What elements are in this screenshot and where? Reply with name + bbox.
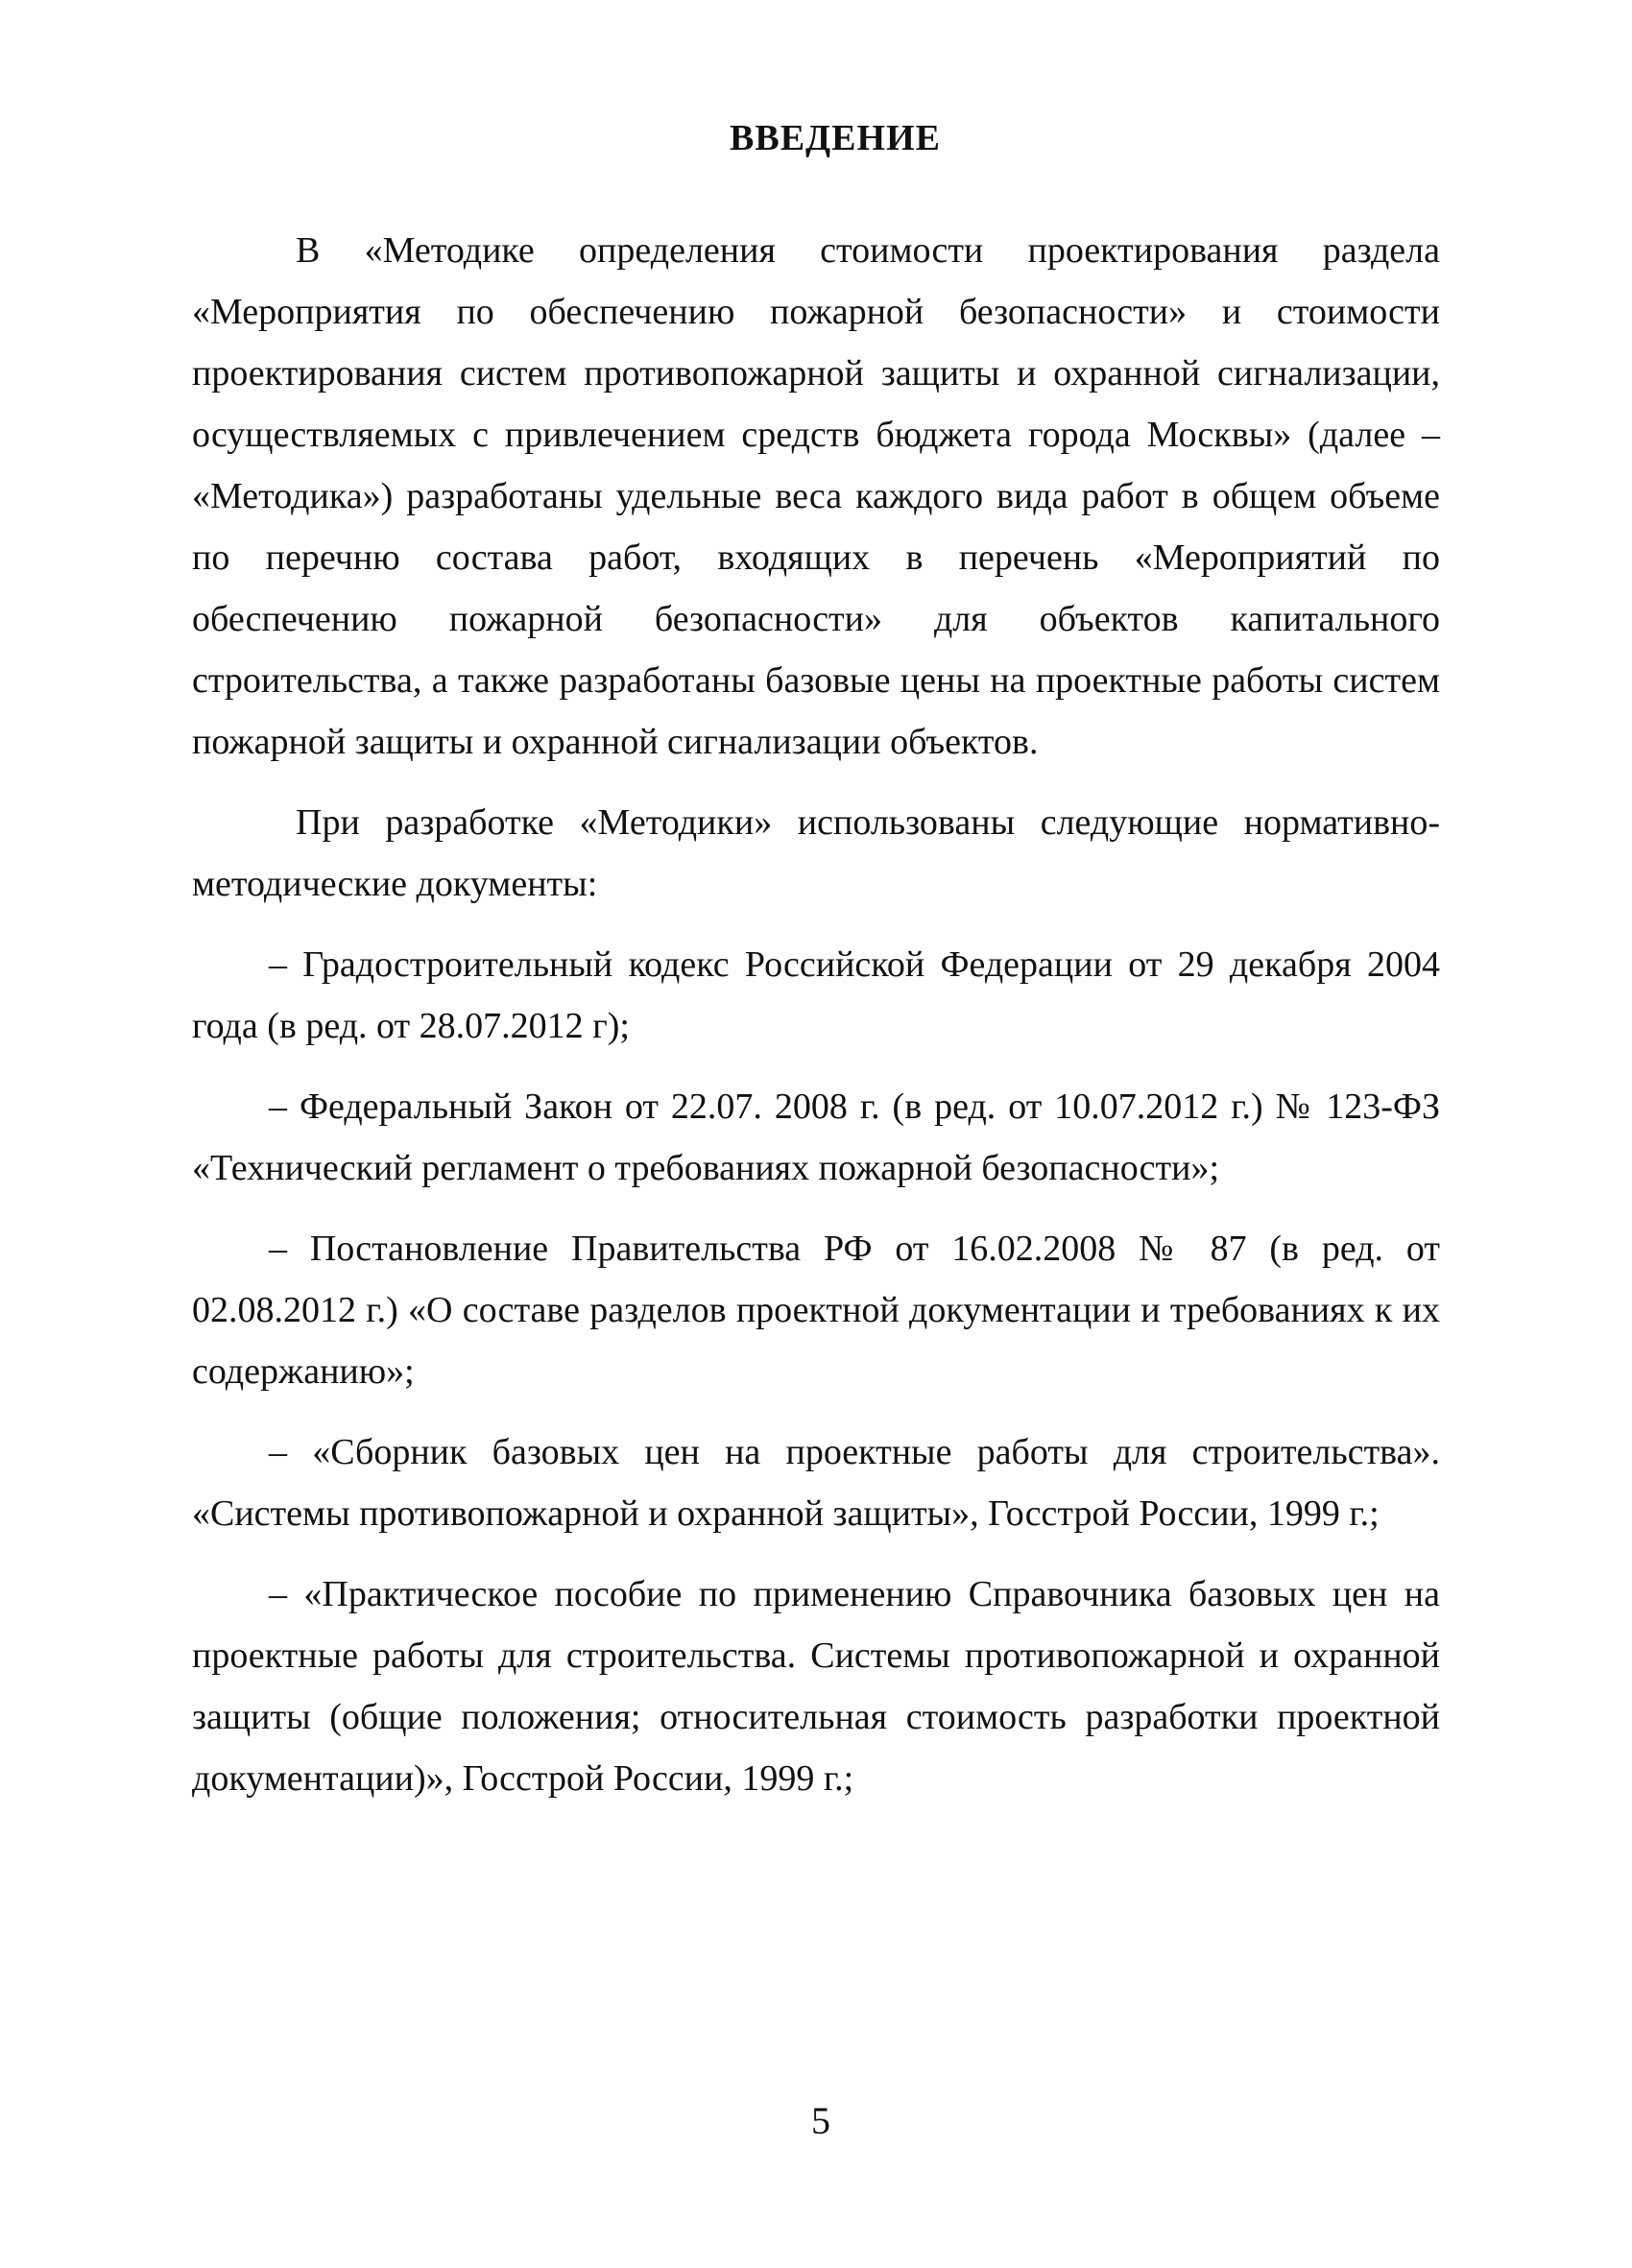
list-item-practical-guide: – «Практическое пособие по применению Справочника базовых цен на проектные работы для строительства. Системы противопожарной и охранной защиты (общие положения; относительная стоимость разработки проектной документации)», Госстрой России, 1999 г.; <box>192 1574 1440 1799</box>
list-item-government-resolution-87: – Постановление Правительства РФ от 16.02.2008 № 87 (в ред. от 02.08.2012 г.) «О составе разделов проектной документации и требованиях к их содержанию»; <box>192 1229 1440 1392</box>
list-item-town-planning-code: – Градостроительный кодекс Российской Федерации от 29 декабря 2004 года (в ред. от 28.07.2012 г); <box>192 944 1440 1046</box>
section-title: ВВЕДЕНИЕ <box>730 118 941 158</box>
normative-documents-list <box>192 934 1440 1809</box>
page-number: 5 <box>811 2099 830 2142</box>
page-content <box>192 120 1440 1828</box>
list-item-base-prices-collection: – «Сборник базовых цен на проектные работы для строительства». «Системы противопожарной и охранной защиты», Госстрой России, 1999 г.; <box>192 1432 1440 1534</box>
list-item-federal-law-123: – Федеральный Закон от 22.07. 2008 г. (в ред. от 10.07.2012 г.) № 123-ФЗ «Технический регламент о требованиях пожарной безопасности»; <box>192 1086 1440 1188</box>
documents-intro-paragraph: При разработке «Методики» использованы следующие нормативно-методические документы: <box>192 802 1440 904</box>
intro-paragraph: В «Методике определения стоимости проектирования раздела «Мероприятия по обеспечению пожарной безопасности» и стоимости проектирования систем противопожарной защиты и охранной сигнализации, осуществляемых с привлечением средств бюджета города Москвы» (далее – «Методика») разработаны удельные веса каждого вида работ в общем объеме по перечню состава работ, входящих в перечень «Мероприятий по обеспечению пожарной безопасности» для объектов капитального строительства, а также разработаны базовые цены на проектные работы систем пожарной защиты и охранной сигнализации объектов. <box>192 230 1440 762</box>
